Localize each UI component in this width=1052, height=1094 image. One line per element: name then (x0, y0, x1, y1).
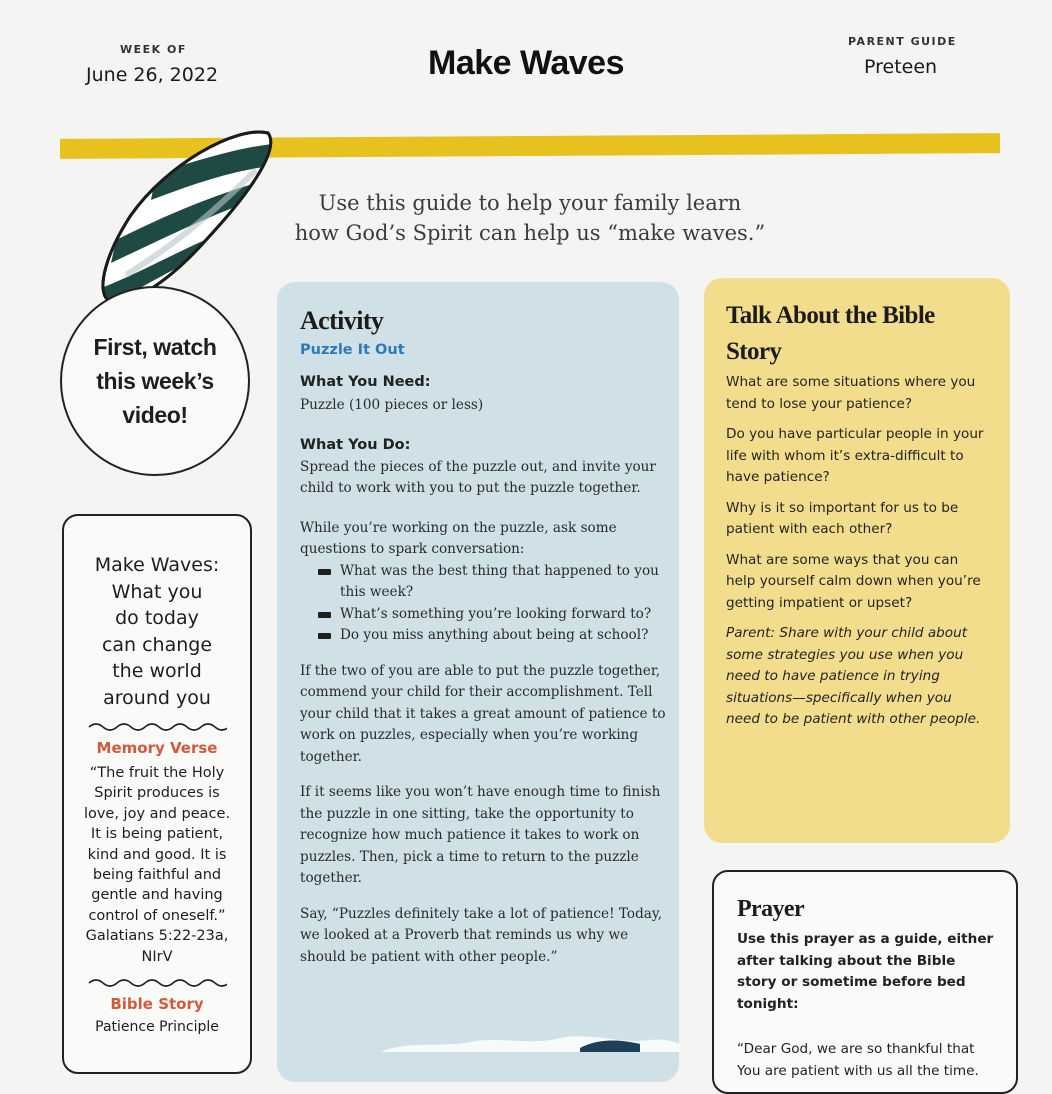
audience-label: Preteen (864, 56, 938, 78)
sidebar-heading-line: can change (101, 633, 213, 656)
sidebar-heading-line: around you (103, 686, 211, 709)
memory-verse-label: Memory Verse (96, 739, 218, 757)
watch-line-1: First, watch (93, 334, 217, 360)
activity-paragraph: If the two of you are able to put the puzzle together, commend your child for their accomplishment. Tell your child that it takes a great amount of patience to work on puzzles, especially when you’re working together. (300, 662, 666, 765)
activity-content (300, 306, 670, 968)
what-you-need-label: What You Need: (300, 374, 431, 390)
verse-reference: NIrV (141, 948, 173, 965)
activity-subtitle: Puzzle It Out (300, 342, 405, 358)
discussion-question: What are some ways that you can help yourself calm down when you’re getting impatient or upset? (726, 551, 981, 611)
verse-line: love, joy and peace. (83, 805, 231, 822)
talk-title-line: Talk About the Bible (726, 302, 935, 329)
sidebar-heading-line: do today (115, 607, 199, 629)
sidebar-heading-line: What you (111, 580, 203, 603)
verse-line: It is being patient, (90, 826, 224, 843)
discussion-question: Why is it so important for us to be patient with each other? (726, 499, 959, 537)
verse-line: “The fruit the Holy (89, 765, 225, 781)
discussion-question: What are some situations where you tend to lose your patience? (726, 374, 976, 412)
squiggle-divider (87, 977, 227, 987)
watch-video-callout (60, 286, 250, 476)
bible-story-text: Patience Principle (95, 1019, 219, 1036)
talk-title-line: Story (726, 338, 782, 365)
verse-line: gentle and having (91, 887, 223, 904)
activity-title: Activity (300, 306, 384, 335)
what-you-do-label: What You Do: (300, 436, 411, 453)
question-item: What’s something you’re looking forward to? (318, 604, 670, 626)
activity-paragraph: Spread the pieces of the puzzle out, and invite your child to work with you to put the puzzle together. (300, 458, 656, 496)
discussion-question: Do you have particular people in your life with whom it’s extra-difficult to have patience? (726, 426, 984, 485)
wave-decoration (380, 1030, 680, 1052)
sidebar-heading-line: the world (112, 660, 202, 682)
surfboard-icon (96, 125, 286, 310)
parent-guide-label: PARENT GUIDE (848, 35, 957, 48)
week-of-label: WEEK OF (120, 43, 187, 56)
prayer-content (737, 896, 999, 1082)
intro-line-2: how God’s Spirit can help us “make waves.” (294, 221, 766, 245)
verse-reference: Galatians 5:22-23a, (85, 928, 229, 945)
talk-about-content (726, 298, 988, 731)
watch-line-2: this week’s (96, 368, 214, 394)
question-item: Do you miss anything about being at school? (318, 625, 670, 647)
activity-paragraph: While you’re working on the puzzle, ask some questions to spark conversation: (300, 519, 617, 557)
intro-line-1: Use this guide to help your family learn (318, 191, 742, 215)
activity-paragraph: Say, “Puzzles definitely take a lot of patience! Today, we looked at a Proverb that reminds us why we should be patient with other people.” (300, 905, 663, 965)
sidebar-heading-line: Make Waves: (94, 554, 220, 576)
bible-story-label: Bible Story (110, 995, 204, 1014)
intro-text (290, 188, 770, 248)
verse-line: kind and good. It is (87, 846, 227, 863)
prayer-text: “Dear God, we are so thankful that You are patient with us all the time. (737, 1041, 979, 1079)
week-date: June 26, 2022 (86, 64, 219, 86)
page-title: Make Waves (428, 44, 624, 82)
squiggle-divider (87, 721, 227, 731)
what-you-need-text: Puzzle (100 pieces or less) (300, 397, 484, 413)
prayer-instruction: Use this prayer as a guide, either after talking about the Bible story or sometime before bed tonight: (737, 931, 994, 1012)
memory-verse-text (74, 763, 240, 967)
activity-paragraph: If it seems like you won’t have enough time to finish the puzzle in one sitting, take the opportunity to recognize how much patience it takes to work on puzzles. Then, pick a time to return to the puzzle together. (300, 784, 661, 886)
question-list (300, 561, 670, 647)
watch-video-text (85, 330, 225, 432)
sidebar-card (62, 514, 252, 1074)
prayer-title: Prayer (737, 896, 805, 922)
verse-line: being faithful and (92, 867, 222, 884)
sidebar-heading (74, 552, 240, 711)
parent-note: Parent: Share with your child about some strategies you use when you need to have patience in trying situations—specifically when you need to be patient with other people. (726, 625, 981, 727)
talk-about-title (726, 298, 988, 370)
watch-line-3: video! (122, 402, 188, 428)
verse-line: Spirit produces is (94, 785, 220, 802)
verse-line: control of oneself.” (88, 907, 226, 924)
question-item: What was the best thing that happened to you this week? (318, 561, 670, 604)
